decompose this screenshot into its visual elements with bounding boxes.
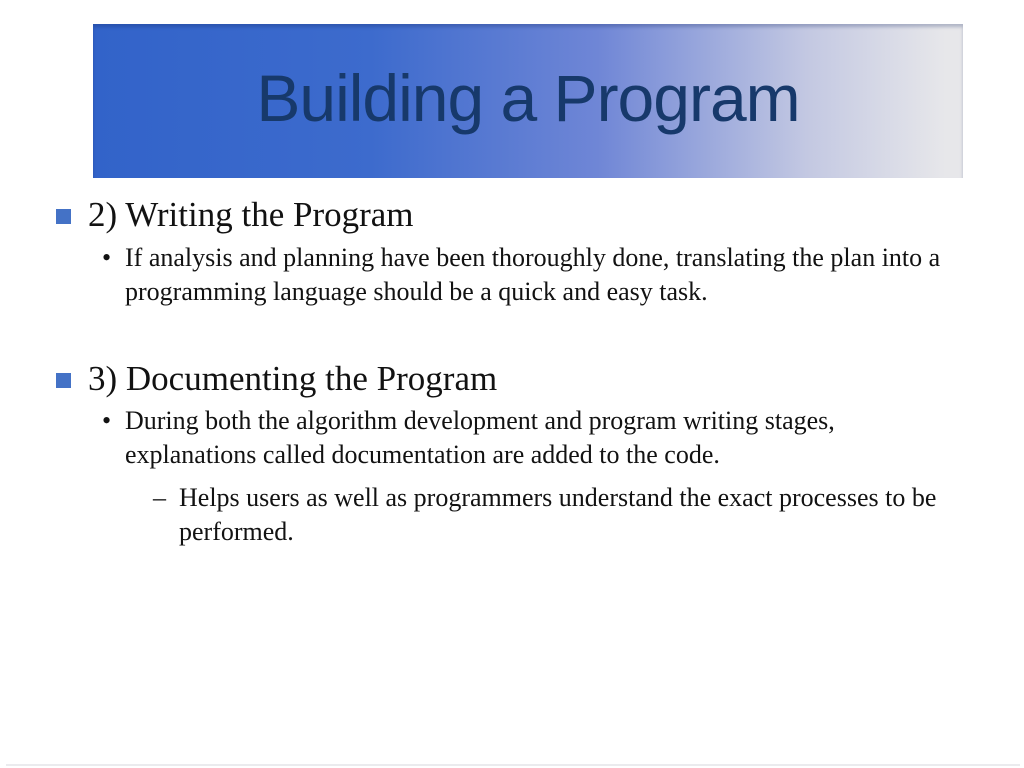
bullet-item-writing-the-program: 2) Writing the Program <box>88 195 414 234</box>
title-banner <box>93 24 963 178</box>
dot-bullet-icon: • <box>102 406 112 435</box>
dot-bullet-icon: • <box>102 243 112 272</box>
bottom-edge-line <box>6 764 1020 766</box>
square-bullet-icon <box>56 373 71 388</box>
sub-bullet-analysis-planning: If analysis and planning have been thoroughly done, translating the plan into a programming language should be a quick and easy task. <box>125 243 941 306</box>
bullet-item-documenting-the-program: 3) Documenting the Program <box>88 359 498 398</box>
dash-bullet-icon: – <box>153 483 166 512</box>
sub-bullet-documentation: During both the algorithm development and program writing stages, explanations called documentation are added to the code. <box>125 406 835 469</box>
square-bullet-icon <box>56 209 71 224</box>
sub-sub-bullet-helps-users: Helps users as well as programmers understand the exact processes to be performed. <box>179 483 937 546</box>
slide-title: Building a Program <box>256 61 800 135</box>
